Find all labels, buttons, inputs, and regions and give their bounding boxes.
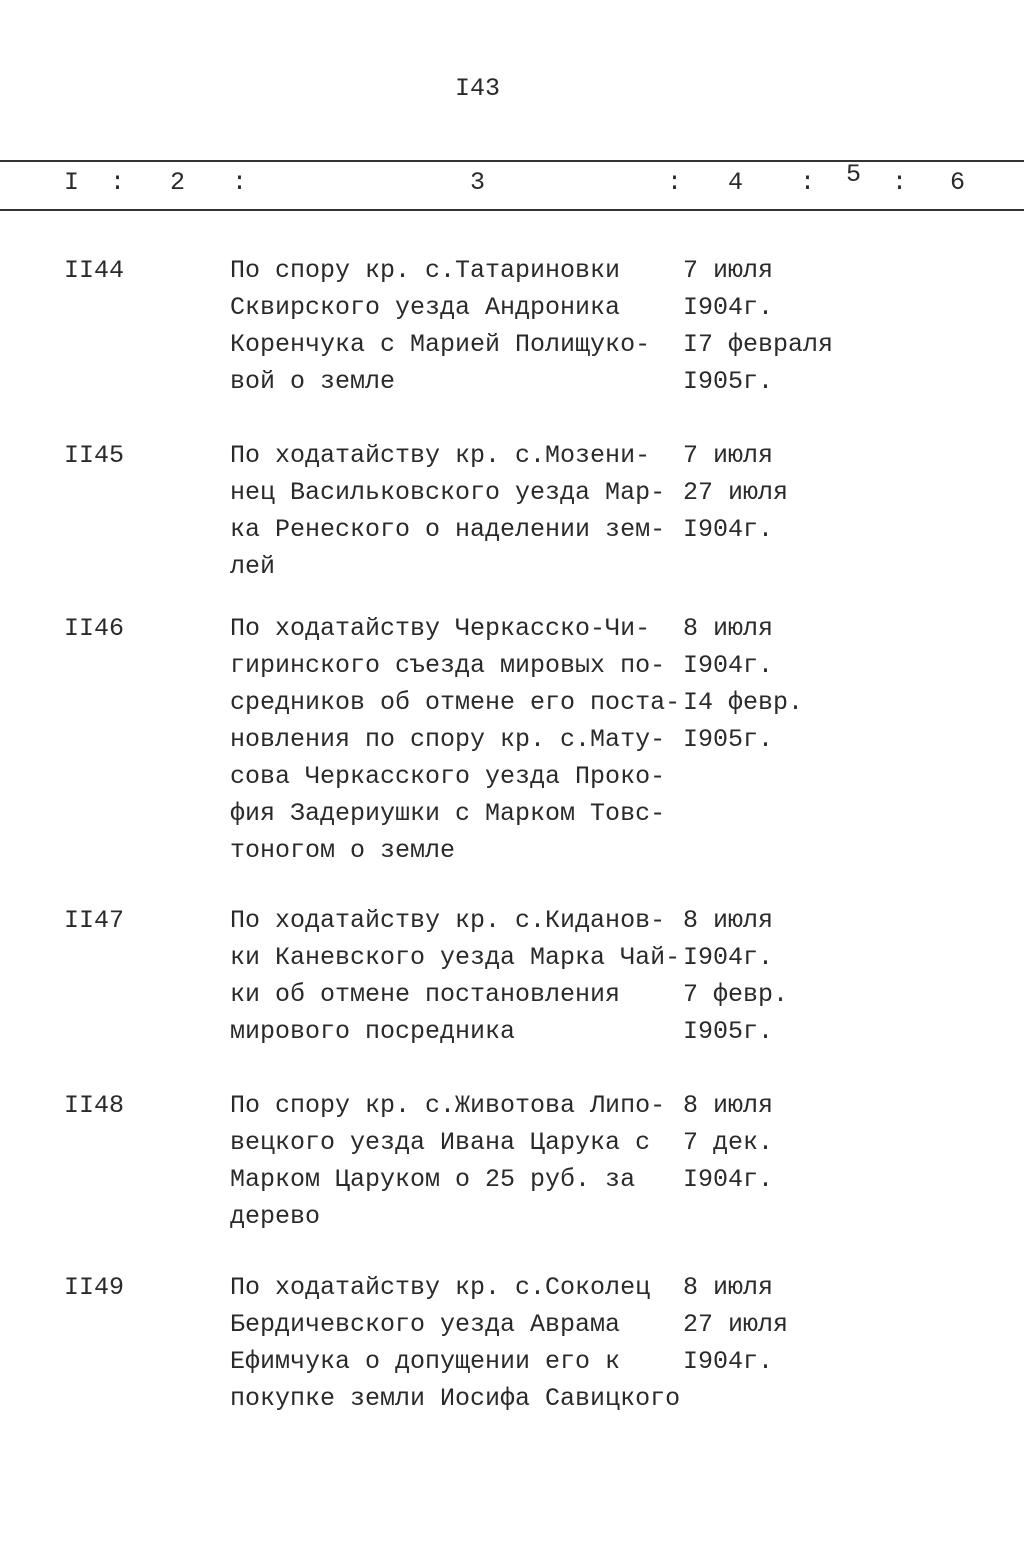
entry-description bbox=[230, 902, 680, 1050]
entry-description-line: По ходатайству Черкасско-Чи- bbox=[230, 614, 651, 643]
column-separator: : bbox=[110, 168, 126, 197]
entry-date-line: 27 июля bbox=[683, 1310, 789, 1339]
column-separator: : bbox=[892, 168, 908, 197]
entry-date-line: 7 июля bbox=[683, 441, 774, 470]
column-header-1: I bbox=[64, 168, 80, 197]
entry-number: II48 bbox=[64, 1091, 125, 1120]
entry-description-line: ки об отмене постановления bbox=[230, 980, 621, 1009]
entry-description bbox=[230, 1269, 680, 1417]
entry-date-line: I905г. bbox=[683, 367, 774, 396]
entry-date-line: 8 июля bbox=[683, 1091, 774, 1120]
entry-date-line: I904г. bbox=[683, 515, 774, 544]
entry-description-line: лей bbox=[230, 552, 276, 581]
entry-description-line: Бердичевского уезда Аврама bbox=[230, 1310, 621, 1339]
entry-description bbox=[230, 437, 665, 585]
header-bottom-rule bbox=[0, 209, 1024, 211]
entry-date-line: 8 июля bbox=[683, 906, 774, 935]
entry-description-line: новления по спору кр. с.Мату- bbox=[230, 725, 666, 754]
entry-dates bbox=[683, 902, 788, 1050]
entry-dates bbox=[683, 1269, 788, 1380]
entry-description-line: нец Васильковского уезда Мар- bbox=[230, 478, 666, 507]
column-header-2: 2 bbox=[170, 168, 186, 197]
entry-description-line: Ефимчука о допущении его к bbox=[230, 1347, 621, 1376]
entry-date-line: I7 февраля bbox=[683, 330, 834, 359]
entry-date-line: 8 июля bbox=[683, 614, 774, 643]
entry-description-line: Коренчука с Марией Полищуко- bbox=[230, 330, 651, 359]
entry-description bbox=[230, 1087, 665, 1235]
entry-number: II44 bbox=[64, 256, 125, 285]
entry-date-line: I904г. bbox=[683, 1347, 774, 1376]
entry-number: II49 bbox=[64, 1273, 125, 1302]
entry-date-line: I904г. bbox=[683, 293, 774, 322]
column-separator: : bbox=[232, 168, 248, 197]
entry-number: II45 bbox=[64, 441, 125, 470]
entry-description-line: По ходатайству кр. с.Мозени- bbox=[230, 441, 651, 470]
entry-description-line: средников об отмене его поста- bbox=[230, 688, 681, 717]
page-number: I43 bbox=[455, 74, 501, 103]
header-top-rule bbox=[0, 160, 1024, 162]
entry-date-line: 27 июля bbox=[683, 478, 789, 507]
entry-description-line: Пo спору кр. с.Животова Липо- bbox=[230, 1091, 666, 1120]
entry-description-line: фия Задериушки с Марком Товс- bbox=[230, 799, 666, 828]
entry-description-line: гиринского съезда мировых по- bbox=[230, 651, 666, 680]
entry-description-line: мирового посредника bbox=[230, 1017, 516, 1046]
entry-date-line: 7 дек. bbox=[683, 1128, 774, 1157]
entry-dates bbox=[683, 610, 803, 758]
column-separator: : bbox=[667, 168, 683, 197]
entry-dates bbox=[683, 437, 788, 548]
entry-description bbox=[230, 610, 680, 869]
entry-description-line: По ходатайству кр. с.Киданов- bbox=[230, 906, 666, 935]
entry-description-line: По ходатайству кр. с.Соколец bbox=[230, 1273, 651, 1302]
entry-description-line: По спору кр. с.Татариновки bbox=[230, 256, 621, 285]
entry-description-line: вой о земле bbox=[230, 367, 396, 396]
entry-description-line: ка Ренеского о наделении зем- bbox=[230, 515, 666, 544]
entry-description-line: вецкого уезда Ивана Царука с bbox=[230, 1128, 651, 1157]
entry-description-line: Сквирского уезда Андроника bbox=[230, 293, 621, 322]
entry-date-line: I904г. bbox=[683, 651, 774, 680]
entry-description-line: Марком Царуком о 25 руб. за bbox=[230, 1165, 636, 1194]
entry-description-line: ки Каневского уезда Марка Чай- bbox=[230, 943, 681, 972]
entry-date-line: I905г. bbox=[683, 1017, 774, 1046]
entry-description-line: покупке земли Иосифа Савицкого bbox=[230, 1384, 681, 1413]
entry-date-line: I904г. bbox=[683, 1165, 774, 1194]
entry-date-line: 8 июля bbox=[683, 1273, 774, 1302]
entry-dates bbox=[683, 1087, 773, 1198]
entry-description-line: дерево bbox=[230, 1202, 321, 1231]
entry-description-line: сова Черкасского уезда Проко- bbox=[230, 762, 666, 791]
entry-date-line: 7 февр. bbox=[683, 980, 789, 1009]
column-header-4: 4 bbox=[728, 168, 744, 197]
entry-date-line: I905г. bbox=[683, 725, 774, 754]
column-header-3: 3 bbox=[470, 168, 486, 197]
column-header-5: 5 bbox=[846, 160, 862, 189]
entry-date-line: 7 июля bbox=[683, 256, 774, 285]
entry-description bbox=[230, 252, 650, 400]
column-separator: : bbox=[800, 168, 816, 197]
entry-number: II47 bbox=[64, 906, 125, 935]
entry-date-line: I4 февр. bbox=[683, 688, 804, 717]
entry-description-line: тоногом о земле bbox=[230, 836, 456, 865]
column-header-6: 6 bbox=[950, 168, 966, 197]
entry-number: II46 bbox=[64, 614, 125, 643]
entry-date-line: I904г. bbox=[683, 943, 774, 972]
entry-dates bbox=[683, 252, 833, 400]
